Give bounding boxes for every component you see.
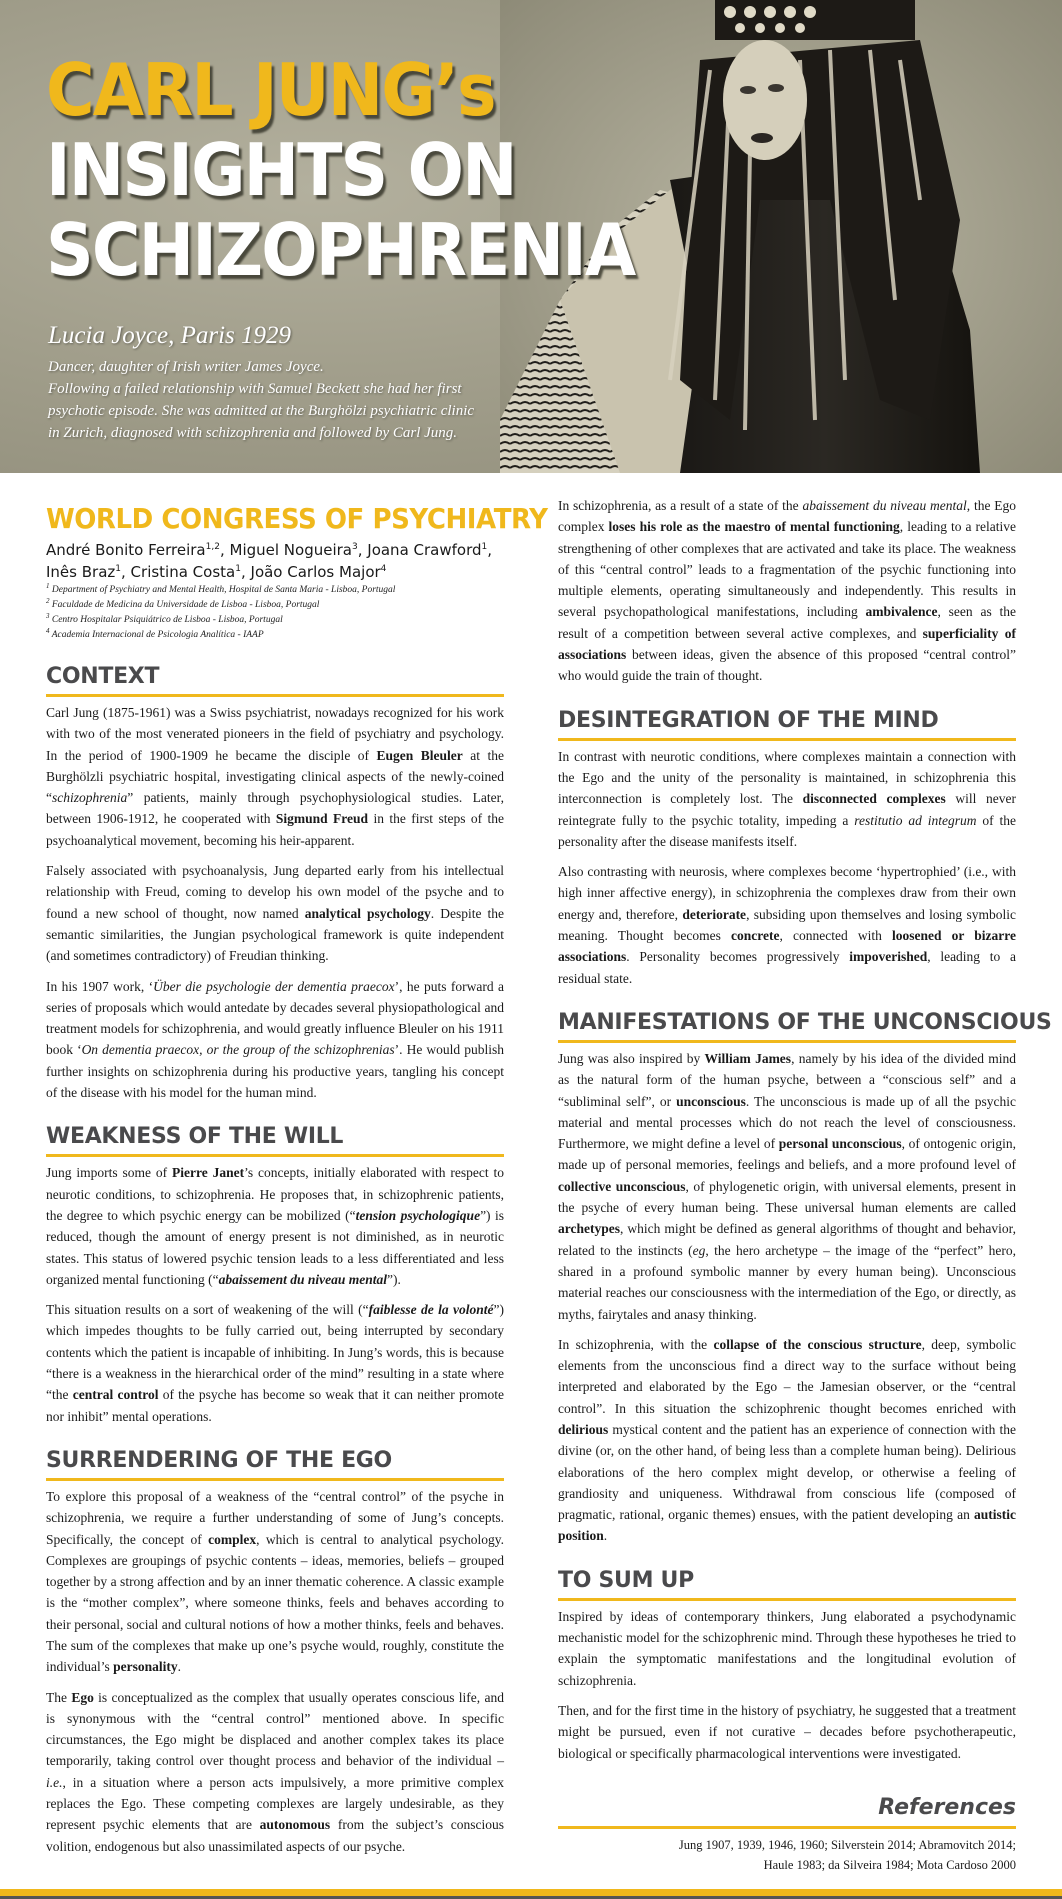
section-manifestations-of-the-unconscious	[558, 1009, 1052, 1547]
author: Miguel Nogueira	[229, 541, 352, 559]
caption-line: in Zurich, diagnosed with schizophrenia and followed by Carl Jung.	[48, 425, 458, 441]
section-heading: WEAKNESS OF THE WILL	[46, 1123, 504, 1157]
affiliation-num: 3	[46, 611, 50, 620]
affiliation-num: 1	[46, 581, 50, 590]
caption-title: Lucia Joyce, Paris 1929	[48, 322, 292, 349]
paragraph: In schizophrenia, as a result of a state of the abaissement du niveau mental, the Ego complex loses his role as the maestro of mental functioning, leading to a relative strengthening of other complexes that are activated and take its place. The weakness of this “central control” leads to a fragmentation of the psychic functioning into multiple elements, operating simultaneously and independently. This results in several psychopathological manifestations, including ambivalence, seen as the result of a competition between several active complexes, and superficiality of associations between ideas, given the absence of this proposed “central control” who would guide the train of thought.	[558, 498, 1017, 684]
paragraph: Jung imports some of Pierre Janet’s concepts, initially elaborated with respect to neurotic conditions, to schizophrenia. He proposes that, in schizophrenic patients, the degree to which psychic energy can be mobilized (“tension psychologique”) is reduced, though the amount of energy present is not diminished, as in neurotic states. This status of lowered psychic tension leads to a less differentiated and less organized mental functioning (“abaissement du niveau mental”).	[46, 1165, 504, 1287]
hero-banner	[0, 0, 1062, 473]
affiliations	[46, 583, 504, 643]
caption-line: psychotic episode. She was admitted at the Burghölzi psychiatric clinic	[48, 403, 475, 419]
affiliation-text: Faculdade de Medicina da Universidade de Lisboa - Lisboa, Portugal	[51, 600, 320, 610]
author: Cristina Costa	[130, 563, 236, 581]
section-heading: MANIFESTATIONS OF THE UNCONSCIOUS	[558, 1009, 1016, 1043]
paragraph: This situation results on a sort of weakening of the will (“faiblesse de la volonté”) which impedes thoughts to be fully carried out, being interrupted by secondary contents which the patient is incapable of inhibiting. In Jung’s words, this is because “there is a weakness in the hierarchical order of the mind” resulting in a state where “the central control of the psyche has become so weak that it can neither promote nor inhibit” mental operations.	[46, 1302, 504, 1424]
reference-line: Haule 1983; da Silveira 1984; Mota Cardoso 2000	[763, 1857, 1016, 1872]
section-context	[46, 663, 504, 1103]
references	[558, 1794, 1016, 1875]
author-sup: 1	[235, 564, 241, 574]
section-surrendering-of-the-ego	[46, 1447, 504, 1857]
author: João Carlos Major	[250, 563, 381, 581]
paragraph: Falsely associated with psychoanalysis, Jung departed early from his intellectual relationship with Freud, coming to develop his own model of the psyche and to found a new school of thought, now named analytical psychology. Despite the semantic similarities, the Jungian psychological framework is quite independent (and sometimes contradictory) of Freudian thinking.	[46, 863, 504, 964]
photo-caption	[48, 322, 474, 444]
affiliation-text: Academia Internacional de Psicologia Analítica - IAAP	[51, 630, 264, 640]
paragraph: The Ego is conceptualized as the complex that usually operates conscious life, and is synonymous with the “central control” mentioned above. In specific circumstances, the Ego might be displaced and another complex takes its place temporarily, taking control over thought process and behavior of the individual – i.e., in a situation where a person acts impulsively, a more primitive complex replaces the Ego. These competing complexes are largely undesirable, as they represent psychic elements that are autonomous from the subject’s conscious volition, endogenous but also unassimilated aspects of our psyche.	[46, 1689, 504, 1854]
author-list: André Bonito Ferreira$^{1,2}$, Miguel Nogueira$^3$, Joana Crawford$^1$, Inês Braz$^1$, Cristina Costa$^1$, João Carlos Major$^4$	[46, 541, 493, 581]
section-weakness-of-the-will	[46, 1123, 504, 1427]
author: Joana Crawford	[367, 541, 482, 559]
affiliation	[46, 583, 504, 598]
affiliation	[46, 628, 504, 643]
paragraph: In schizophrenia, with the collapse of the conscious structure, deep, symbolic elements from the unconscious find a direct way to the surface without being interpreted and elaborated by the Ego – the Jamesian observer, or the “central control”. In this situation the schizophrenic thought becomes enriched with delirious mystical content and the patient has an experience of connection with the divine (or, on the other hand, of being less than a complete human being). Delirious elaborations of the hero complex might develop, or otherwise a feeling of grandiosity and uniqueness. Withdrawal from conscious life (composed of pragmatic, rational, organic themes) ensues, with the patient developing an autistic position.	[558, 1336, 1016, 1544]
body-columns	[0, 490, 1062, 1875]
right-column	[558, 490, 1052, 1875]
paragraph: To explore this proposal of a weakness of the “central control” of the psyche in schizophrenia, we require a further understanding of some of Jung’s concepts. Specifically, the concept of complex, which is central to analytical psychology. Complexes are groupings of psychic contents – ideas, memories, beliefs – grouped together by a strong affection and by an inner thematic coherence. A classic example is the “mother complex”, where someone thinks, feels and behaves according to their personal, social and cultural notions of how a mother thinks, feels and behaves. The sum of the complexes that make up one’s psyche would, roughly, constitute the individual’s personality.	[46, 1488, 505, 1675]
footer-dark-bar	[0, 1896, 1062, 1899]
author-sup: 4	[380, 564, 387, 574]
title-line-3: SCHIZOPHRENIA	[46, 208, 635, 292]
reference-list	[558, 1835, 1016, 1875]
affiliation-text: Department of Psychiatry and Mental Health, Hospital de Santa Maria - Lisboa, Portugal	[51, 585, 396, 595]
paragraph: Then, and for the first time in the history of psychiatry, he suggested that a treatment might be pursued, even if not curative – decades before psychotherapeutic, biological or specifically pharmacological interventions were investigated.	[558, 1702, 1016, 1761]
section-heading: SURRENDERING OF THE EGO	[46, 1447, 504, 1481]
author-sup: 3	[351, 542, 358, 552]
reference-line: Jung 1907, 1939, 1946, 1960; Silverstein 2014; Abramovitch 2014;	[678, 1837, 1016, 1852]
paragraph: Also contrasting with neurosis, where complexes become ‘hypertrophied’ (i.e., with high inner affective energy), in schizophrenia the complexes draw from their own energy and, therefore, deteriorate, subsiding upon themselves and losing symbolic meaning. Thought becomes concrete, connected with loosened or bizarre associations. Personality becomes progressively impoverished, leading to a residual state.	[558, 864, 1016, 986]
section-heading: DESINTEGRATION OF THE MIND	[558, 707, 1016, 741]
author: André Bonito Ferreira	[46, 541, 206, 559]
paragraph: In contrast with neurotic conditions, where complexes maintain a connection with the Ego and the unity of the personality is maintained, in schizophrenia this interconnection is completely lost. The disconnected complexes will never reintegrate fully to the psychic totality, impeding a restitutio ad integrum of the personality after the disease manifests itself.	[558, 748, 1017, 849]
left-column	[46, 490, 548, 1875]
paragraph: In his 1907 work, ‘Über die psychologie der dementia praecox’, he puts forward a series of proposals which would antedate by decades several physiopathological and treatment models for schizophrenia, and would greatly influence Bleuler on his 1911 book ‘On dementia praecox, or the group of the schizophrenias’. He would publish further insights on schizophrenia during his productive years, tangling his concept of the disease with his model for the human mind.	[46, 978, 504, 1101]
caption-line: Following a failed relationship with Samuel Beckett she had her first	[48, 381, 462, 397]
title-line-2: INSIGHTS ON	[46, 128, 516, 212]
affiliation-text: Centro Hospitalar Psiquiátrico de Lisboa - Lisboa, Portugal	[51, 615, 283, 625]
section-heading: TO SUM UP	[558, 1567, 1016, 1601]
section-ego-continued	[558, 495, 1016, 687]
congress-name: WORLD CONGRESS OF PSYCHIATRY	[46, 502, 548, 535]
poster-title	[46, 50, 634, 290]
author-sup: 1,2	[205, 542, 220, 552]
affiliation	[46, 613, 504, 628]
paragraph: Jung was also inspired by William James, namely by his idea of the divided mind as the natural form of the human psyche, between a “conscious self” and a “subliminal self”, or unconscious. The unconscious is made up of all the psychic material and mental processes which do not reach the level of consciousness. Furthermore, we might define a level of personal unconscious, of ontogenic origin, made up of personal memories, feelings and beliefs, and a more profound level of collective unconscious, of phylogenetic origin, with universal elements, present in the psyche of every human being. These universal human elements are called archetypes, which might be defined as general algorithms of thought and behavior, related to the instincts (eg, the hero archetype – the image of the “perfect” hero, shared in a profound symbolic manner by every human being). Unconscious material reaches our consciousness with the intermediation of the Ego, or directly, as myths, fairytales and anasy thinking.	[558, 1050, 1017, 1322]
title-line-1: CARL JUNG’s	[46, 48, 495, 132]
author-sup: 1	[481, 542, 488, 552]
caption-line: Dancer, daughter of Irish writer James Joyce.	[48, 359, 324, 375]
author: Inês Braz	[46, 563, 116, 581]
section-to-sum-up	[558, 1567, 1016, 1764]
affiliation	[46, 598, 504, 613]
affiliation-num: 4	[46, 626, 50, 635]
paragraph: Inspired by ideas of contemporary thinkers, Jung elaborated a psychodynamic mechanistic model for the schizophrenic mind. Through these hypotheses he tried to explain the symptomatic manifestations and the longitudinal evolution of schizophrenia.	[558, 1608, 1016, 1688]
section-desintegration-of-the-mind	[558, 707, 1016, 989]
section-heading: CONTEXT	[46, 663, 504, 697]
paragraph: Carl Jung (1875-1961) was a Swiss psychiatrist, nowadays recognized for his work with two of the most venerated pioneers in the field of psychiatry and psychology. In the period of 1900-1909 he became the disciple of Eugen Bleuler at the Burghölzli psychiatric hospital, investigating clinical aspects of the newly-coined “schizophrenia” patients, mainly through psychophysiological studies. Later, between 1906-1912, he cooperated with Sigmund Freud in the first steps of the psychoanalytical movement, becoming his heir-apparent.	[46, 705, 505, 848]
author-sup: 1	[115, 564, 121, 574]
footer-accent-bar	[0, 1889, 1062, 1896]
references-heading: References	[558, 1794, 1016, 1829]
affiliation-num: 2	[46, 596, 50, 605]
